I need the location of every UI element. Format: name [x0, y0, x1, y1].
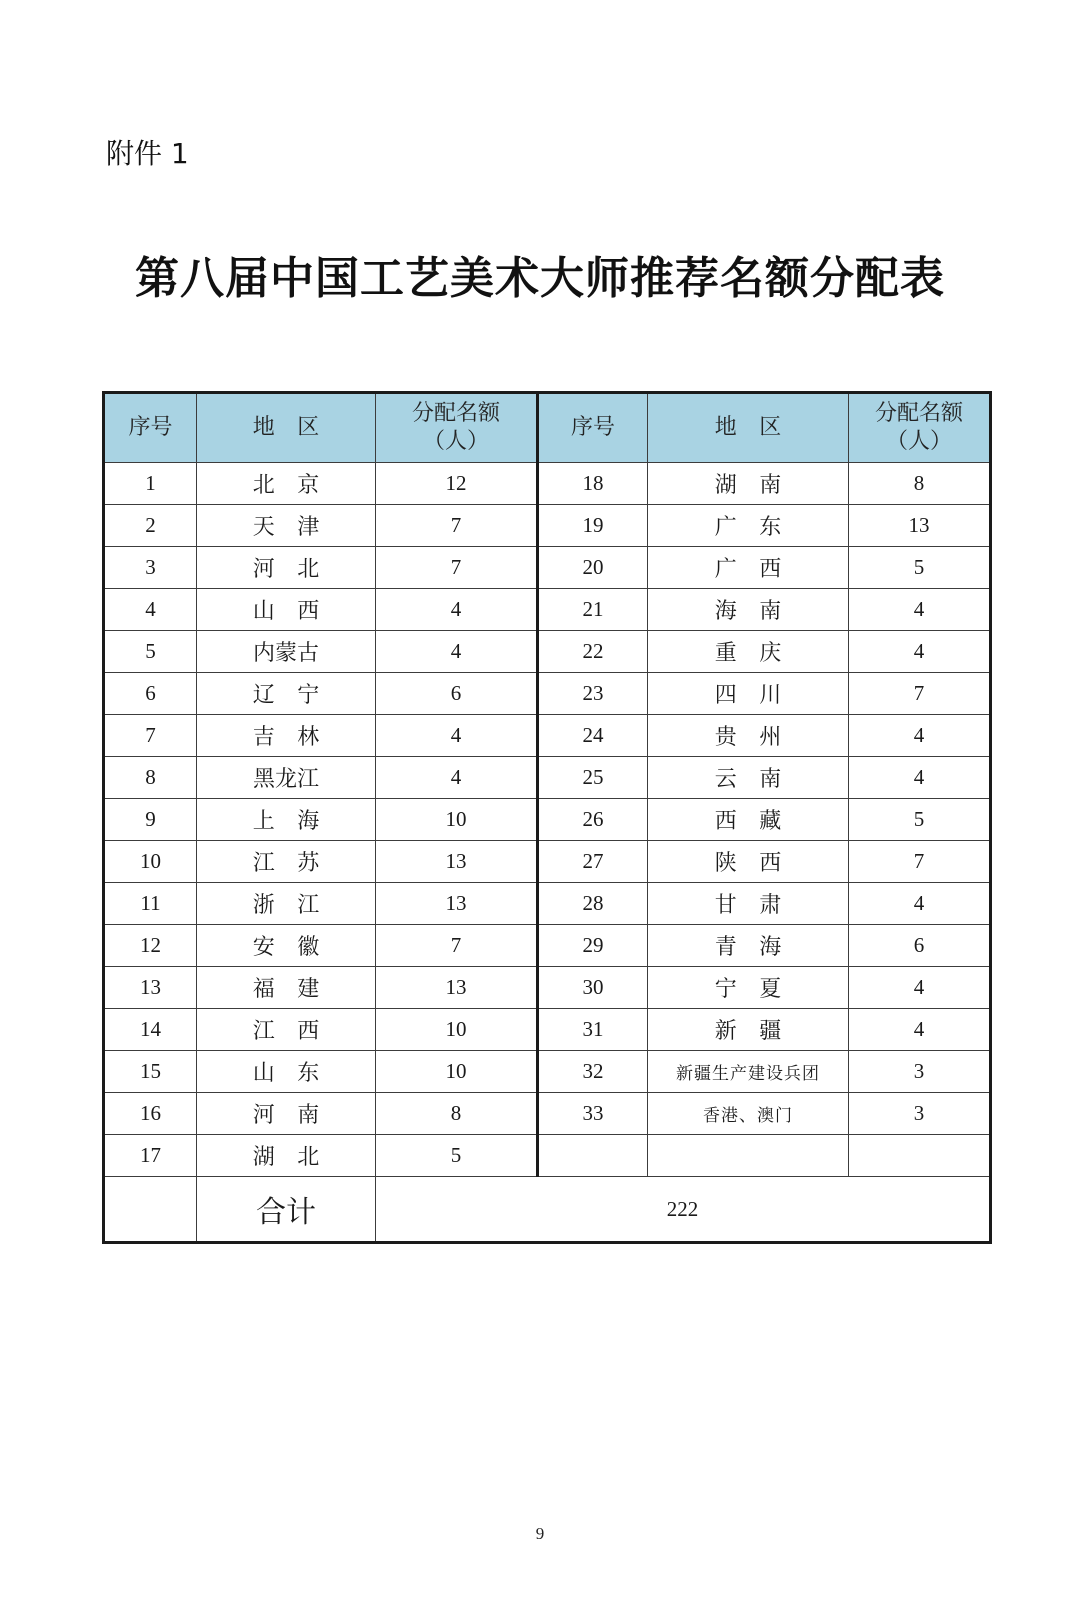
- right-quota-cell: 5: [849, 547, 991, 589]
- table-row: [104, 925, 991, 967]
- right-quota-cell: 7: [849, 841, 991, 883]
- header-region-right: 地 区: [648, 393, 849, 463]
- table-row: [104, 715, 991, 757]
- right-seq-cell: 27: [538, 841, 648, 883]
- total-value: 222: [376, 1177, 991, 1243]
- left-quota-cell: 8: [376, 1093, 538, 1135]
- left-quota-cell: 5: [376, 1135, 538, 1177]
- quota-table: [102, 391, 992, 1244]
- right-quota-cell: 4: [849, 757, 991, 799]
- left-quota-cell: 4: [376, 589, 538, 631]
- right-region-cell: [648, 1135, 849, 1177]
- right-seq-cell: 25: [538, 757, 648, 799]
- table-body: [104, 463, 991, 1177]
- right-region-cell: 云 南: [648, 757, 849, 799]
- right-region-cell: 新 疆: [648, 1009, 849, 1051]
- right-region-cell: 青 海: [648, 925, 849, 967]
- header-quota-left: [376, 393, 538, 463]
- right-region-cell: 甘 肃: [648, 883, 849, 925]
- left-seq-cell: 14: [104, 1009, 197, 1051]
- total-empty-cell: [104, 1177, 197, 1243]
- right-region-cell: 香港、澳门: [648, 1093, 849, 1135]
- right-seq-cell: 18: [538, 463, 648, 505]
- right-quota-cell: 7: [849, 673, 991, 715]
- left-seq-cell: 6: [104, 673, 197, 715]
- table-row: [104, 883, 991, 925]
- left-seq-cell: 1: [104, 463, 197, 505]
- left-quota-cell: 7: [376, 547, 538, 589]
- left-seq-cell: 15: [104, 1051, 197, 1093]
- right-region-cell: 贵 州: [648, 715, 849, 757]
- table-row: [104, 673, 991, 715]
- left-seq-cell: 7: [104, 715, 197, 757]
- left-quota-cell: 13: [376, 841, 538, 883]
- left-seq-cell: 4: [104, 589, 197, 631]
- left-region-cell: 江 西: [197, 1009, 376, 1051]
- header-quota-line2: （人）: [422, 429, 489, 454]
- left-seq-cell: 13: [104, 967, 197, 1009]
- left-seq-cell: 11: [104, 883, 197, 925]
- right-seq-cell: 19: [538, 505, 648, 547]
- left-region-cell: 河 南: [197, 1093, 376, 1135]
- header-seq-right: 序号: [538, 393, 648, 463]
- header-quota-line1: 分配名额: [874, 401, 963, 426]
- right-region-cell: 四 川: [648, 673, 849, 715]
- left-seq-cell: 16: [104, 1093, 197, 1135]
- table-row: [104, 757, 991, 799]
- left-region-cell: 辽 宁: [197, 673, 376, 715]
- table-row: [104, 1093, 991, 1135]
- right-seq-cell: 32: [538, 1051, 648, 1093]
- left-seq-cell: 5: [104, 631, 197, 673]
- header-row: [104, 393, 991, 463]
- right-quota-cell: 4: [849, 715, 991, 757]
- left-region-cell: 江 苏: [197, 841, 376, 883]
- left-seq-cell: 2: [104, 505, 197, 547]
- right-quota-cell: 5: [849, 799, 991, 841]
- right-quota-cell: 4: [849, 883, 991, 925]
- right-region-cell: 重 庆: [648, 631, 849, 673]
- right-seq-cell: 24: [538, 715, 648, 757]
- left-quota-cell: 10: [376, 1009, 538, 1051]
- left-seq-cell: 8: [104, 757, 197, 799]
- left-seq-cell: 17: [104, 1135, 197, 1177]
- header-region-left: 地 区: [197, 393, 376, 463]
- right-quota-cell: 4: [849, 967, 991, 1009]
- left-region-cell: 河 北: [197, 547, 376, 589]
- left-quota-cell: 4: [376, 631, 538, 673]
- left-quota-cell: 13: [376, 883, 538, 925]
- right-seq-cell: 23: [538, 673, 648, 715]
- right-quota-cell: 13: [849, 505, 991, 547]
- left-region-cell: 山 西: [197, 589, 376, 631]
- table-row: [104, 967, 991, 1009]
- right-region-cell: 广 西: [648, 547, 849, 589]
- right-seq-cell: 26: [538, 799, 648, 841]
- left-quota-cell: 7: [376, 505, 538, 547]
- left-quota-cell: 6: [376, 673, 538, 715]
- table-row: [104, 631, 991, 673]
- left-region-cell: 湖 北: [197, 1135, 376, 1177]
- left-region-cell: 山 东: [197, 1051, 376, 1093]
- left-seq-cell: 3: [104, 547, 197, 589]
- right-seq-cell: 29: [538, 925, 648, 967]
- header-quota-line2: （人）: [885, 429, 952, 454]
- right-quota-cell: [849, 1135, 991, 1177]
- right-region-cell: 海 南: [648, 589, 849, 631]
- left-region-cell: 浙 江: [197, 883, 376, 925]
- left-region-cell: 上 海: [197, 799, 376, 841]
- total-label: 合计: [197, 1177, 376, 1243]
- right-seq-cell: 28: [538, 883, 648, 925]
- header-seq-left: 序号: [104, 393, 197, 463]
- table-row: [104, 463, 991, 505]
- attachment-label: 附件 1: [106, 137, 189, 170]
- left-quota-cell: 7: [376, 925, 538, 967]
- table-row: [104, 505, 991, 547]
- right-seq-cell: 21: [538, 589, 648, 631]
- right-seq-cell: 31: [538, 1009, 648, 1051]
- left-quota-cell: 12: [376, 463, 538, 505]
- right-quota-cell: 3: [849, 1051, 991, 1093]
- right-region-cell: 西 藏: [648, 799, 849, 841]
- right-region-cell: 湖 南: [648, 463, 849, 505]
- left-quota-cell: 10: [376, 799, 538, 841]
- left-seq-cell: 9: [104, 799, 197, 841]
- left-region-cell: 安 徽: [197, 925, 376, 967]
- left-quota-cell: 10: [376, 1051, 538, 1093]
- right-quota-cell: 4: [849, 631, 991, 673]
- header-quota-right: [849, 393, 991, 463]
- right-quota-cell: 3: [849, 1093, 991, 1135]
- left-region-cell: 北 京: [197, 463, 376, 505]
- left-quota-cell: 4: [376, 757, 538, 799]
- table-row: [104, 799, 991, 841]
- right-quota-cell: 4: [849, 589, 991, 631]
- left-quota-cell: 4: [376, 715, 538, 757]
- left-region-cell: 黑龙江: [197, 757, 376, 799]
- table-row: [104, 589, 991, 631]
- left-quota-cell: 13: [376, 967, 538, 1009]
- header-quota-line1: 分配名额: [411, 401, 500, 426]
- right-quota-cell: 6: [849, 925, 991, 967]
- table-row: [104, 841, 991, 883]
- page-number: 9: [535, 1524, 545, 1543]
- right-seq-cell: 20: [538, 547, 648, 589]
- right-region-cell: 广 东: [648, 505, 849, 547]
- right-region-cell: 陕 西: [648, 841, 849, 883]
- table-row: [104, 547, 991, 589]
- table-row: [104, 1051, 991, 1093]
- left-seq-cell: 10: [104, 841, 197, 883]
- right-quota-cell: 4: [849, 1009, 991, 1051]
- table-row: [104, 1135, 991, 1177]
- right-seq-cell: 30: [538, 967, 648, 1009]
- left-region-cell: 天 津: [197, 505, 376, 547]
- right-seq-cell: [538, 1135, 648, 1177]
- page-title: 第八届中国工艺美术大师推荐名额分配表: [135, 254, 945, 303]
- right-quota-cell: 8: [849, 463, 991, 505]
- right-region-cell: 宁 夏: [648, 967, 849, 1009]
- right-region-cell: 新疆生产建设兵团: [648, 1051, 849, 1093]
- left-region-cell: 吉 林: [197, 715, 376, 757]
- right-seq-cell: 33: [538, 1093, 648, 1135]
- left-region-cell: 福 建: [197, 967, 376, 1009]
- left-region-cell: 内蒙古: [197, 631, 376, 673]
- table-row: [104, 1009, 991, 1051]
- total-row: [104, 1177, 991, 1243]
- right-seq-cell: 22: [538, 631, 648, 673]
- left-seq-cell: 12: [104, 925, 197, 967]
